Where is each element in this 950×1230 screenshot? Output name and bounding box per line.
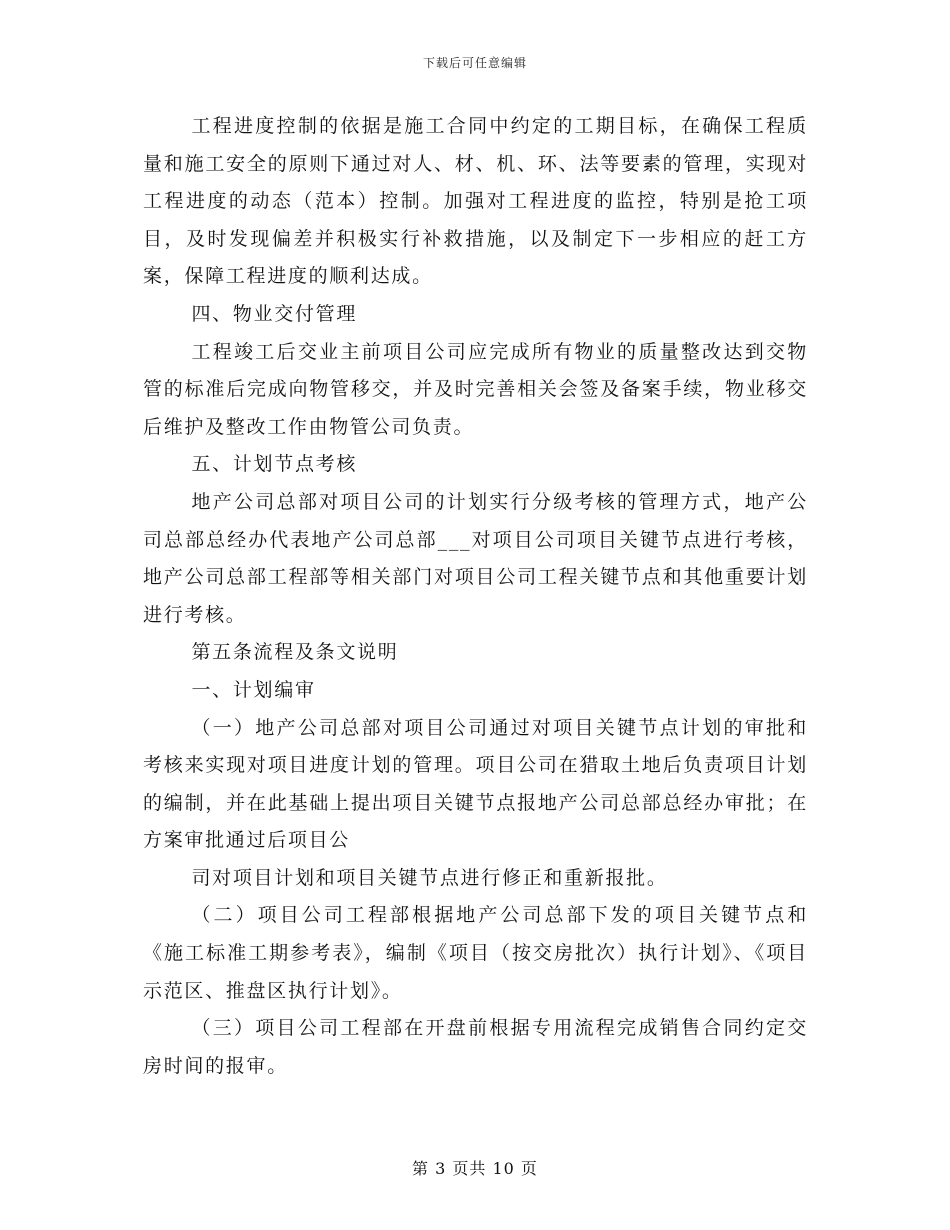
- paragraph-progress-control: 工程进度控制的依据是施工合同中约定的工期目标，在确保工程质量和施工安全的原则下通过对人、材、机、环、法等要素的管理，实现对工程进度的动态（范本）控制。加强对工程进度的监控，特别是抢工项目，及时发现偏差并积极实行补救措施，以及制定下一步相应的赶工方案，保障工程进度的顺利达成。: [143, 115, 808, 288]
- heading-article-five: 第五条流程及条文说明: [191, 641, 399, 664]
- document-body: [143, 108, 808, 1085]
- paragraph-property-delivery: 工程竣工后交业主前项目公司应完成所有物业的质量整改达到交物管的标准后完成向物管移交，并及时完善相关会签及备案手续，物业移交后维护及整改工作由物管公司负责。: [143, 340, 808, 438]
- paragraph-plan-review-2: （二）项目公司工程部根据地产公司总部下发的项目关键节点和《施工标准工期参考表》，编制《项目（按交房批次）执行计划》、《项目示范区、推盘区执行计划》。: [143, 904, 808, 1002]
- heading-plan-node-assessment: 五、计划节点考核: [191, 453, 358, 476]
- paragraph-plan-review-1-continued: 司对项目计划和项目关键节点进行修正和重新报批。: [191, 866, 668, 889]
- paragraph-plan-review-1: （一）地产公司总部对项目公司通过对项目关键节点计划的审批和考核来实现对项目进度计划的管理。项目公司在猎取土地后负责项目计划的编制，并在此基础上提出项目关键节点报地产公司总部总经办审批；在方案审批通过后项目公: [143, 716, 808, 852]
- paragraph-plan-node-assessment: 地产公司总部对项目公司的计划实行分级考核的管理方式，地产公司总部总经办代表地产公司总部___对项目公司项目关键节点进行考核，地产公司总部工程部等相关部门对项目公司工程关键节点和其他重要计划进行考核。: [143, 490, 808, 626]
- paragraph-plan-review-3: （三）项目公司工程部在开盘前根据专用流程完成销售合同约定交房时间的报审。: [143, 1017, 808, 1077]
- page-number: 第 3 页共 10 页: [412, 1159, 538, 1178]
- page-header-note: 下载后可任意编辑: [422, 56, 527, 70]
- heading-plan-review: 一、计划编审: [191, 678, 316, 701]
- heading-property-delivery: 四、物业交付管理: [191, 302, 358, 325]
